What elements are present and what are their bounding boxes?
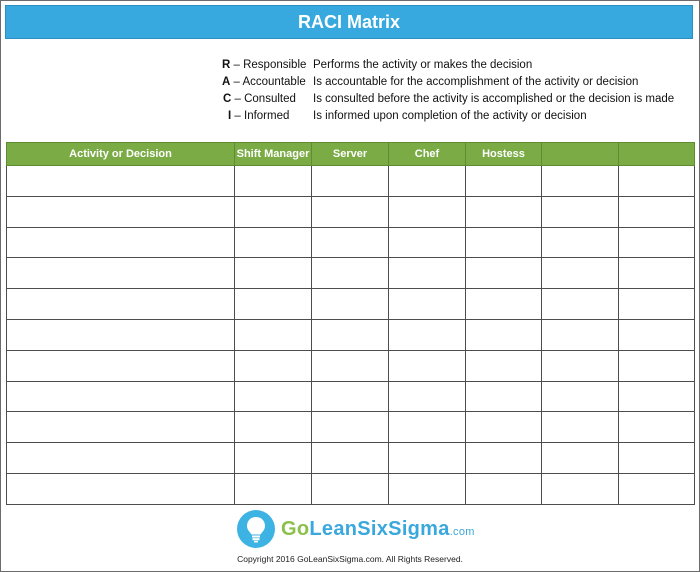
activity-cell[interactable] <box>7 473 235 504</box>
raci-cell[interactable] <box>466 319 542 350</box>
raci-cell[interactable] <box>542 350 619 381</box>
raci-cell[interactable] <box>235 289 312 320</box>
legend-key: A – Accountable <box>222 76 306 88</box>
legend-row-informed <box>222 108 674 125</box>
raci-cell[interactable] <box>466 289 542 320</box>
raci-cell[interactable] <box>312 196 389 227</box>
raci-cell[interactable] <box>542 319 619 350</box>
raci-cell[interactable] <box>312 289 389 320</box>
raci-cell[interactable] <box>235 258 312 289</box>
activity-cell[interactable] <box>7 196 235 227</box>
raci-cell[interactable] <box>389 412 466 443</box>
legend-row-consulted <box>222 91 674 108</box>
raci-cell[interactable] <box>466 196 542 227</box>
raci-cell[interactable] <box>389 473 466 504</box>
raci-cell[interactable] <box>619 319 695 350</box>
raci-cell[interactable] <box>466 227 542 258</box>
raci-cell[interactable] <box>235 381 312 412</box>
raci-cell[interactable] <box>542 258 619 289</box>
raci-cell[interactable] <box>389 319 466 350</box>
copyright-text: Copyright 2016 GoLeanSixSigma.com. All Rights Reserved. <box>237 554 463 564</box>
table-row <box>7 319 695 350</box>
legend-letter: I <box>228 110 232 122</box>
logo <box>237 510 475 548</box>
legend-description: Is informed upon completion of the activity or decision <box>313 110 587 122</box>
table-row <box>7 473 695 504</box>
raci-cell[interactable] <box>389 289 466 320</box>
raci-cell[interactable] <box>312 258 389 289</box>
activity-cell[interactable] <box>7 319 235 350</box>
header-role: Shift Manager <box>235 143 312 166</box>
legend-term: Responsible <box>243 59 307 71</box>
raci-cell[interactable] <box>235 412 312 443</box>
raci-cell[interactable] <box>619 196 695 227</box>
raci-cell[interactable] <box>542 289 619 320</box>
logo-go: Go <box>281 517 310 540</box>
raci-cell[interactable] <box>312 473 389 504</box>
activity-cell[interactable] <box>7 381 235 412</box>
lightbulb-icon <box>237 510 275 548</box>
table-body <box>7 166 695 505</box>
raci-cell[interactable] <box>619 381 695 412</box>
activity-cell[interactable] <box>7 258 235 289</box>
raci-cell[interactable] <box>389 381 466 412</box>
raci-table <box>6 142 695 505</box>
raci-cell[interactable] <box>466 258 542 289</box>
raci-cell[interactable] <box>466 443 542 474</box>
raci-cell[interactable] <box>542 166 619 197</box>
raci-cell[interactable] <box>542 412 619 443</box>
raci-cell[interactable] <box>619 443 695 474</box>
logo-suffix: .com <box>449 525 475 538</box>
table-row <box>7 381 695 412</box>
header-role <box>619 143 695 166</box>
activity-cell[interactable] <box>7 350 235 381</box>
activity-cell[interactable] <box>7 443 235 474</box>
activity-cell[interactable] <box>7 289 235 320</box>
raci-cell[interactable] <box>619 473 695 504</box>
raci-cell[interactable] <box>389 350 466 381</box>
raci-cell[interactable] <box>389 258 466 289</box>
raci-cell[interactable] <box>619 350 695 381</box>
raci-cell[interactable] <box>542 381 619 412</box>
legend-term: Informed <box>244 110 290 122</box>
raci-cell[interactable] <box>235 473 312 504</box>
raci-cell[interactable] <box>312 443 389 474</box>
legend-letter: C <box>223 93 232 105</box>
raci-cell[interactable] <box>619 258 695 289</box>
raci-cell[interactable] <box>235 227 312 258</box>
raci-cell[interactable] <box>312 412 389 443</box>
raci-cell[interactable] <box>542 443 619 474</box>
raci-cell[interactable] <box>235 166 312 197</box>
raci-cell[interactable] <box>466 473 542 504</box>
raci-cell[interactable] <box>235 443 312 474</box>
raci-cell[interactable] <box>542 473 619 504</box>
raci-cell[interactable] <box>312 166 389 197</box>
legend-key: R – Responsible <box>222 59 307 71</box>
page-title: RACI Matrix <box>297 11 400 32</box>
raci-cell[interactable] <box>235 350 312 381</box>
raci-cell[interactable] <box>466 350 542 381</box>
raci-legend <box>222 57 674 125</box>
raci-cell[interactable] <box>619 227 695 258</box>
raci-cell[interactable] <box>466 381 542 412</box>
activity-cell[interactable] <box>7 412 235 443</box>
legend-row-responsible <box>222 57 674 74</box>
raci-cell[interactable] <box>312 319 389 350</box>
raci-cell[interactable] <box>389 227 466 258</box>
legend-term: Accountable <box>242 76 306 88</box>
legend-description: Is accountable for the accomplishment of the activity or decision <box>313 76 639 88</box>
legend-term: Consulted <box>244 93 296 105</box>
table-row <box>7 289 695 320</box>
logo-name: LeanSixSigma <box>309 517 450 540</box>
table-row <box>7 166 695 197</box>
table-row <box>7 412 695 443</box>
header-role: Chef <box>389 143 466 166</box>
logo-wordmark <box>281 518 475 541</box>
raci-cell[interactable] <box>235 319 312 350</box>
activity-cell[interactable] <box>7 227 235 258</box>
legend-description: Performs the activity or makes the decision <box>313 59 533 71</box>
raci-cell[interactable] <box>619 289 695 320</box>
raci-cell[interactable] <box>389 196 466 227</box>
header-row <box>7 143 695 166</box>
legend-key: C – Consulted <box>223 93 296 105</box>
table-row <box>7 227 695 258</box>
activity-cell[interactable] <box>7 166 235 197</box>
table-row <box>7 443 695 474</box>
raci-cell[interactable] <box>312 381 389 412</box>
title-bar <box>5 5 693 39</box>
header-role: Server <box>312 143 389 166</box>
legend-letter: A <box>222 76 231 88</box>
header-role <box>542 143 619 166</box>
raci-cell[interactable] <box>619 412 695 443</box>
raci-cell[interactable] <box>235 196 312 227</box>
header-activity: Activity or Decision <box>7 143 235 166</box>
legend-description: Is consulted before the activity is accomplished or the decision is made <box>313 93 675 105</box>
table-row <box>7 350 695 381</box>
raci-cell[interactable] <box>542 196 619 227</box>
legend-row-accountable <box>222 74 674 91</box>
raci-cell[interactable] <box>312 350 389 381</box>
legend-letter: R <box>222 59 231 71</box>
raci-cell[interactable] <box>389 166 466 197</box>
header-role: Hostess <box>466 143 542 166</box>
raci-cell[interactable] <box>619 166 695 197</box>
raci-cell[interactable] <box>542 227 619 258</box>
table-row <box>7 196 695 227</box>
table-row <box>7 258 695 289</box>
legend-key: I – Informed <box>228 110 290 122</box>
raci-cell[interactable] <box>466 166 542 197</box>
raci-cell[interactable] <box>312 227 389 258</box>
raci-cell[interactable] <box>466 412 542 443</box>
raci-cell[interactable] <box>389 443 466 474</box>
